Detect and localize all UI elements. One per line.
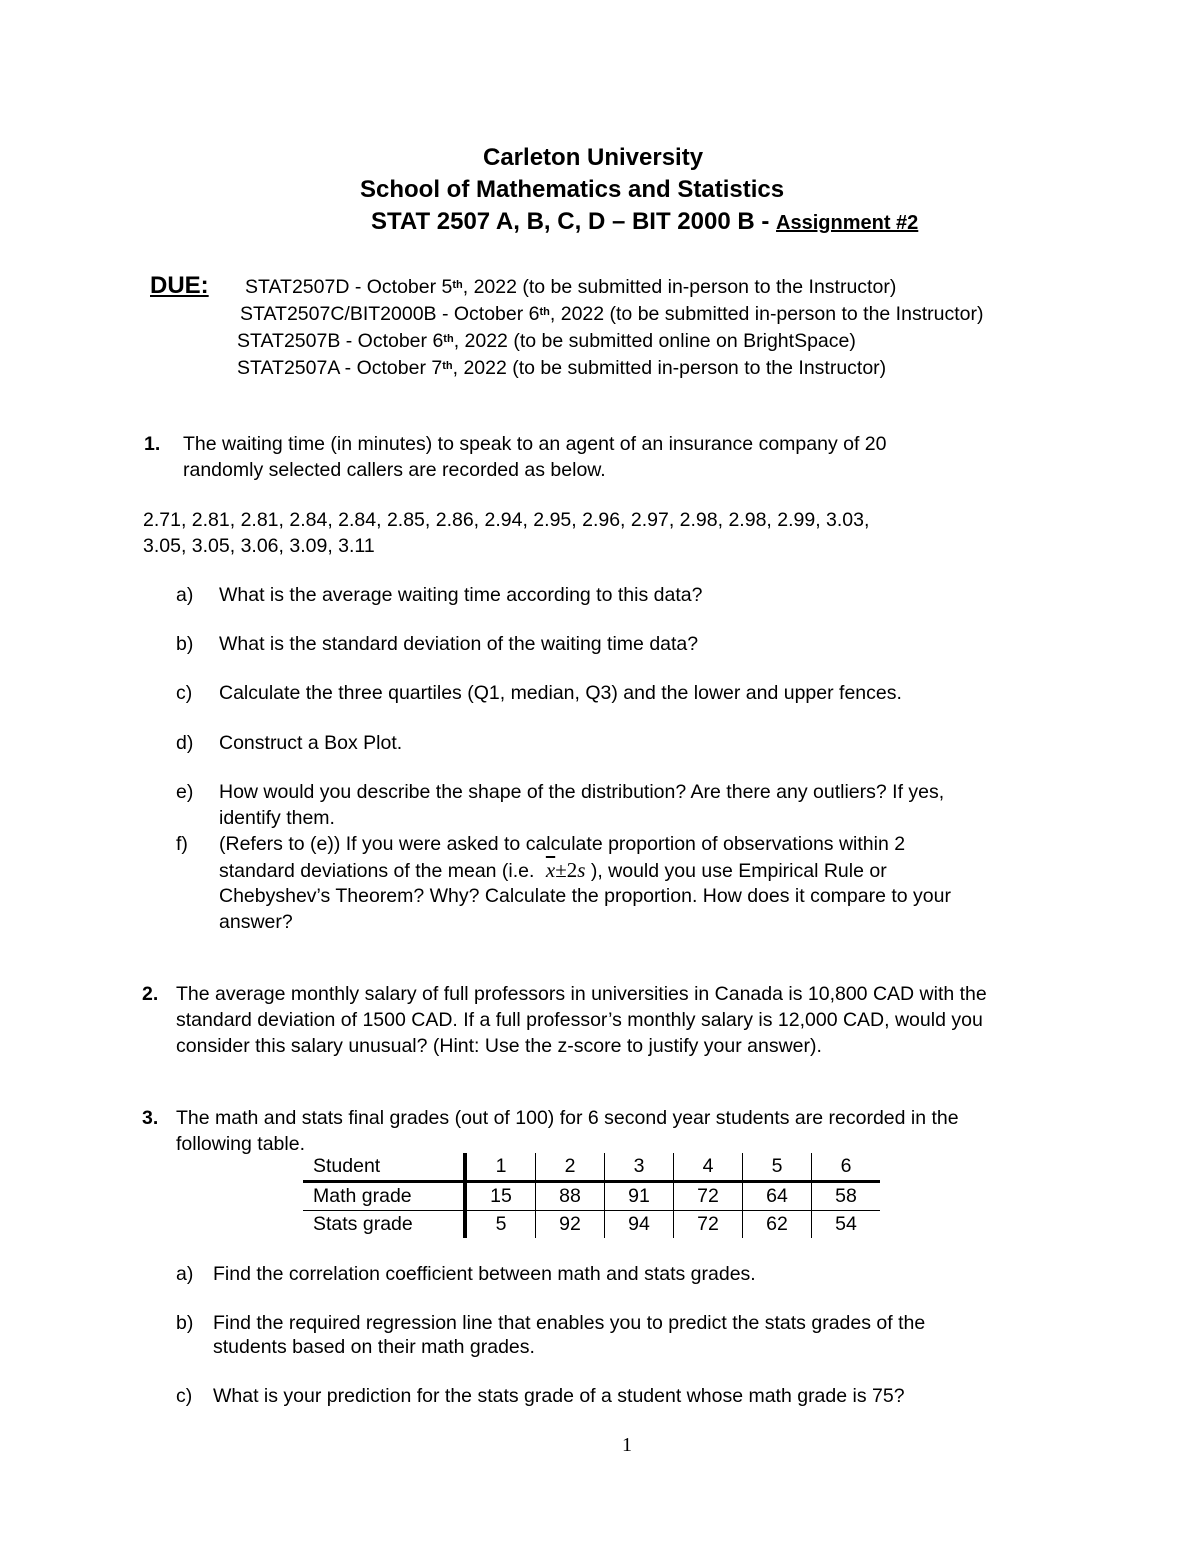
q1b-text: What is the standard deviation of the waiting time data? [219, 633, 699, 655]
page-number: 1 [622, 1434, 632, 1456]
table-cell: 54 [812, 1211, 881, 1239]
university-title: Carleton University [483, 144, 704, 171]
q3b-label: b) [176, 1312, 194, 1334]
due-line-a: STAT2507A - October 7th, 2022 (to be submitted in-person to the Instructor) [237, 357, 887, 379]
q3a-label: a) [176, 1263, 194, 1285]
s-symbol: s [577, 858, 586, 882]
table-row [303, 1211, 880, 1239]
q1b-label: b) [176, 633, 194, 655]
q1f-line1: (Refers to (e)) If you were asked to calculate proportion of observations within 2 [219, 833, 906, 855]
table-header-cell: 4 [674, 1153, 743, 1182]
q1f-line3: Chebyshev’s Theorem? Why? Calculate the proportion. How does it compare to your [219, 885, 951, 907]
q1e-line1: How would you describe the shape of the distribution? Are there any outliers? If yes, [219, 781, 945, 803]
table-cell: 91 [605, 1182, 674, 1211]
table-header-row [303, 1153, 880, 1182]
q2-number: 2. [142, 983, 159, 1005]
table-cell: 58 [812, 1182, 881, 1211]
q1e-label: e) [176, 781, 194, 803]
q1c-text: Calculate the three quartiles (Q1, median, Q3) and the lower and upper fences. [219, 682, 902, 704]
q3-line2: following table. [176, 1133, 305, 1155]
q1d-text: Construct a Box Plot. [219, 732, 403, 754]
table-row-label: Stats grade [313, 1213, 413, 1235]
x-bar-symbol: $\overline{x}$ [545, 858, 556, 882]
q1-data-line2: 3.05, 3.05, 3.06, 3.09, 3.11 [143, 535, 375, 557]
table-cell: 64 [743, 1182, 812, 1211]
table-row [303, 1182, 880, 1211]
table-header-cell: 5 [743, 1153, 812, 1182]
two-symbol: 2 [566, 858, 578, 882]
table-row-label: Math grade [303, 1182, 465, 1211]
table-cell: 15 [465, 1182, 536, 1211]
course-title [371, 208, 918, 236]
grades-table [303, 1153, 880, 1238]
table-header-cell: 6 [812, 1153, 881, 1182]
table-cell: 72 [674, 1211, 743, 1239]
table-cell: 72 [674, 1182, 743, 1211]
q3-number: 3. [142, 1107, 159, 1129]
q1-intro-line1: The waiting time (in minutes) to speak to an agent of an insurance company of 20 [183, 433, 887, 455]
q1f-line4: answer? [219, 911, 293, 933]
q3b-line2: students based on their math grades. [213, 1336, 535, 1358]
plus-minus-symbol: ± [555, 858, 567, 882]
due-line-b: STAT2507B - October 6th, 2022 (to be submitted online on BrightSpace) [237, 330, 856, 352]
q2-line1: The average monthly salary of full professors in universities in Canada is 10,800 CAD with the [176, 983, 987, 1005]
q1c-label: c) [176, 682, 193, 704]
school-title: School of Mathematics and Statistics [360, 176, 785, 203]
q2-line2: standard deviation of 1500 CAD. If a full professor’s monthly salary is 12,000 CAD, would you [176, 1009, 983, 1031]
due-line-c: STAT2507C/BIT2000B - October 6th, 2022 (to be submitted in-person to the Instructor) [240, 303, 984, 325]
q3c-text: What is your prediction for the stats grade of a student whose math grade is 75? [213, 1385, 905, 1407]
table-cell: 62 [743, 1211, 812, 1239]
table-cell: 5 [465, 1211, 536, 1239]
table-cell: 88 [536, 1182, 605, 1211]
course-code: STAT 2507 A, B, C, D – BIT 2000 B - [371, 208, 770, 235]
table-header-cell: 2 [536, 1153, 605, 1182]
table-header-cell: 1 [465, 1153, 536, 1182]
assignment-label: Assignment #2 [776, 212, 919, 234]
q3a-text: Find the correlation coefficient between math and stats grades. [213, 1263, 756, 1285]
table-cell: 92 [536, 1211, 605, 1239]
q1e-line2: identify them. [219, 807, 335, 829]
table-cell: 94 [605, 1211, 674, 1239]
table-header-label: Student [303, 1153, 465, 1182]
q1d-label: d) [176, 732, 194, 754]
due-label: DUE: [150, 272, 209, 299]
q1-number: 1. [144, 433, 161, 455]
q3b-line1: Find the required regression line that enables you to predict the stats grades of the [213, 1312, 926, 1334]
q3c-label: c) [176, 1385, 193, 1407]
table-header-cell: 3 [605, 1153, 674, 1182]
q1a-label: a) [176, 584, 194, 606]
due-line-d: STAT2507D - October 5th, 2022 (to be submitted in-person to the Instructor) [245, 276, 897, 298]
q1-intro-line2: randomly selected callers are recorded as below. [183, 459, 606, 481]
q1f-label: f) [176, 833, 188, 855]
q2-line3: consider this salary unusual? (Hint: Use the z-score to justify your answer). [176, 1035, 822, 1057]
q1f-line2: standard deviations of the mean (i.e. $\overline{x}\pm 2s$ ), would you use Empirical Rule or [219, 858, 887, 882]
q3-line1: The math and stats final grades (out of 100) for 6 second year students are recorded in the [176, 1107, 959, 1129]
q1a-text: What is the average waiting time according to this data? [219, 584, 703, 606]
q1-data-line1: 2.71, 2.81, 2.81, 2.84, 2.84, 2.85, 2.86, 2.94, 2.95, 2.96, 2.97, 2.98, 2.98, 2.99, 3.03, [143, 509, 870, 531]
